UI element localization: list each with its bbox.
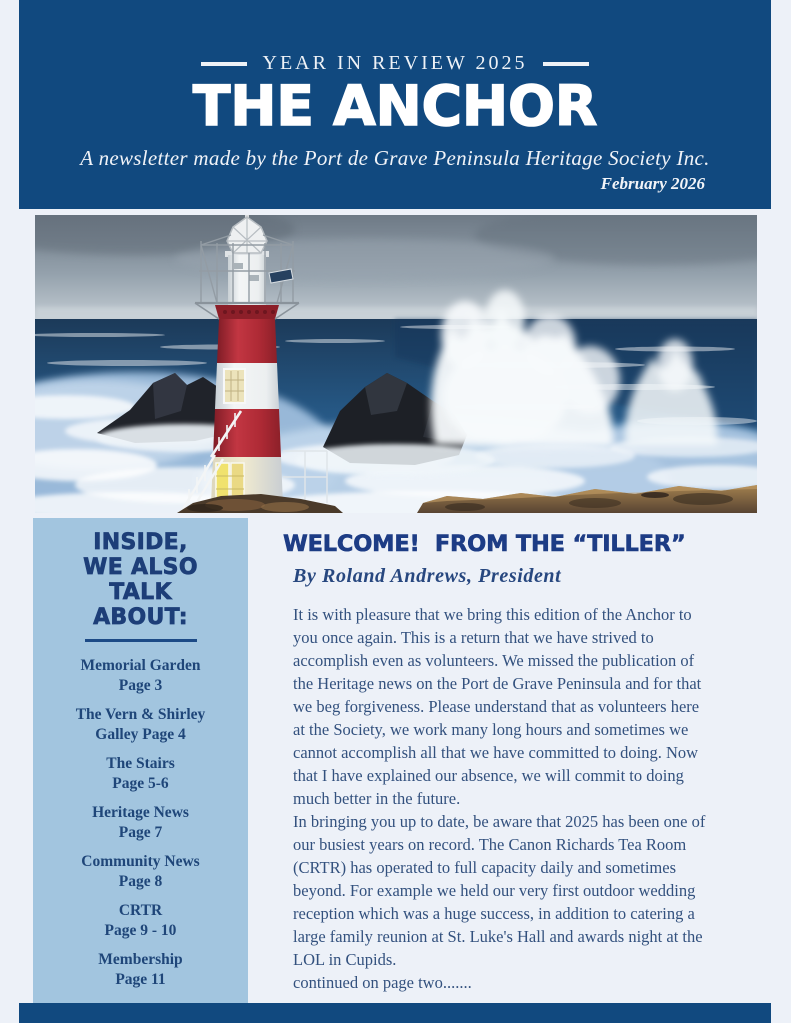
- article-line: accomplish even as volunteers. We missed the publication of: [293, 651, 695, 670]
- toc-item: CRTR Page 9 - 10: [104, 902, 177, 939]
- footer-band: [19, 1003, 771, 1023]
- toc-item: The Stairs Page 5-6: [106, 755, 175, 792]
- article-line: at the Society, we work many long hours and sometimes we: [293, 720, 689, 739]
- sidebar-title-underline: [85, 639, 197, 642]
- kicker-line-left: [201, 62, 247, 66]
- article-line: (CRTR) has operated to full capacity daily and sometimes: [293, 858, 676, 877]
- welcome-article: [283, 531, 761, 994]
- kicker-row: [19, 52, 771, 75]
- article-line: that I have explained our absence, we will commit to doing: [293, 766, 684, 785]
- article-line: you once again. This is a return that we have strived to: [293, 628, 654, 647]
- article-line: we beg forgiveness. Please understand that as volunteers here: [293, 697, 700, 716]
- toc-item: Community News Page 8: [81, 853, 200, 890]
- kicker-text: YEAR IN REVIEW 2025: [262, 52, 528, 74]
- article-heading: WELCOME! FROM THE “TILLER”: [283, 531, 686, 557]
- toc-item: Membership Page 11: [98, 951, 183, 988]
- article-byline: By Roland Andrews, President: [293, 565, 562, 587]
- article-line: LOL in Cupids.: [293, 950, 397, 969]
- article-line: In bringing you up to date, be aware that 2025 has been one of: [293, 812, 706, 831]
- article-line: reception which was a huge success, in addition to catering a: [293, 904, 695, 923]
- article-body: [283, 603, 761, 994]
- toc-item: The Vern & Shirley Galley Page 4: [75, 706, 206, 743]
- kicker-line-right: [543, 62, 589, 66]
- toc-item: Memorial Garden Page 3: [80, 657, 201, 694]
- issue-date: February 2026: [600, 174, 705, 193]
- sidebar-title: INSIDE, WE ALSO TALK ABOUT:: [83, 530, 198, 630]
- article-line: large family reunion at St. Luke's Hall and awards night at the: [293, 927, 703, 946]
- toc-list: [33, 656, 248, 990]
- article-line: It is with pleasure that we bring this edition of the Anchor to: [293, 605, 692, 624]
- article-line: cannot accomplish all that we have committed to doing. Now: [293, 743, 699, 762]
- header-band: [19, 0, 771, 209]
- article-line: continued on page two.......: [293, 973, 472, 992]
- newsletter-title: THE ANCHOR: [192, 74, 598, 138]
- table-of-contents-sidebar: [33, 518, 248, 1003]
- lighthouse-photo: [35, 215, 757, 513]
- newsletter-subtitle: A newsletter made by the Port de Grave Peninsula Heritage Society Inc.: [80, 146, 710, 170]
- article-line: our busiest years on record. The Canon Richards Tea Room: [293, 835, 687, 854]
- article-line: the Heritage news on the Port de Grave Peninsula and for that: [293, 674, 702, 693]
- toc-item: Heritage News Page 7: [92, 804, 189, 841]
- lighthouse-photo-graphic: [35, 215, 757, 513]
- article-line: much better in the future.: [293, 789, 461, 808]
- article-line: beyond. For example we held our very first outdoor wedding: [293, 881, 696, 900]
